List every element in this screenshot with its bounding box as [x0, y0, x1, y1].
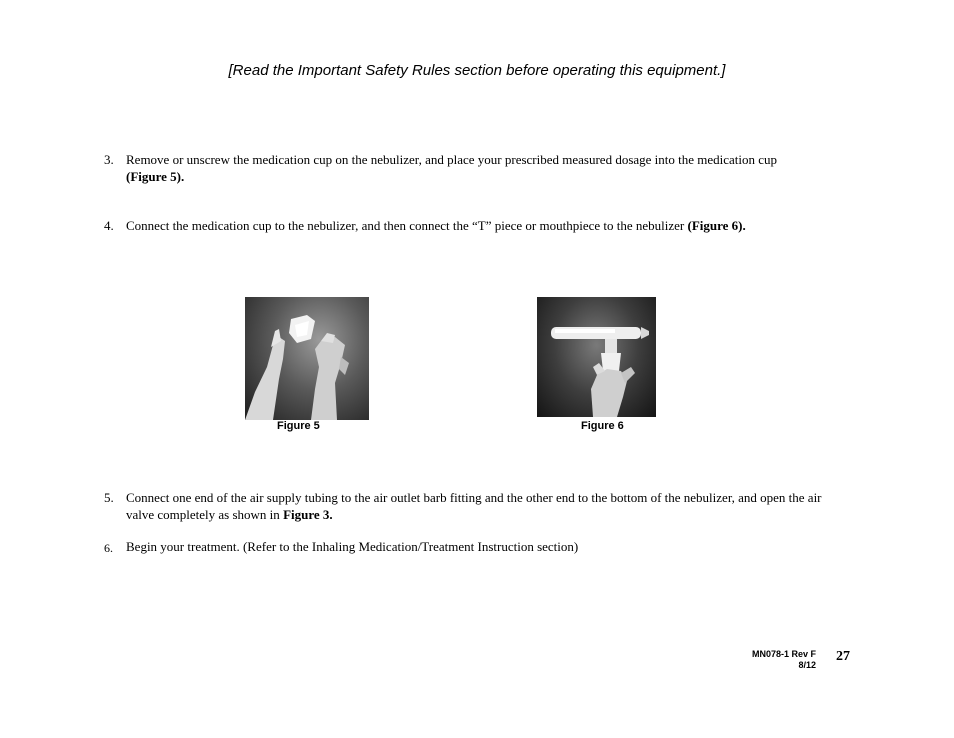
step-number: 3. [104, 152, 114, 167]
figure-reference: (Figure 6). [687, 218, 746, 233]
step-6 [104, 539, 834, 556]
step-4 [104, 218, 834, 235]
figure-6-image [537, 297, 656, 417]
safety-notice: [Read the Important Safety Rules section before operating this equipment.] [228, 62, 726, 79]
step-text: Remove or unscrew the medication cup on the nebulizer, and place your prescribed measured dosage into the medication cup [126, 152, 778, 167]
figure-reference: (Figure 5). [126, 168, 185, 184]
figure-6-caption: Figure 6 [581, 420, 624, 432]
hands-medication-cup-photo-icon [245, 297, 369, 420]
page-number: 27 [836, 649, 850, 664]
step-5 [104, 490, 834, 523]
step-text: Begin your treatment. (Refer to the Inhaling Medication/Treatment Instruction section) [126, 539, 579, 554]
figure-reference: Figure 3. [283, 506, 333, 522]
step-text: Connect the medication cup to the nebulizer, and then connect the “T” piece or mouthpiece to the nebulizer [126, 218, 688, 233]
document-code [734, 649, 816, 671]
step-number: 4. [104, 218, 114, 233]
step-text: Connect one end of the air supply tubing to the air outlet barb fitting and the other end to the bottom of the nebulizer, and open the air valve completely as shown in [126, 490, 822, 522]
step-number: 5. [104, 490, 114, 505]
document-date: 8/12 [798, 660, 816, 670]
figure-5-image [245, 297, 369, 420]
hand-nebulizer-mouthpiece-photo-icon [537, 297, 656, 417]
figure-5-caption: Figure 5 [277, 420, 320, 432]
step-3 [104, 152, 834, 185]
step-number: 6. [104, 541, 113, 555]
document-revision: MN078-1 Rev F [751, 649, 816, 659]
